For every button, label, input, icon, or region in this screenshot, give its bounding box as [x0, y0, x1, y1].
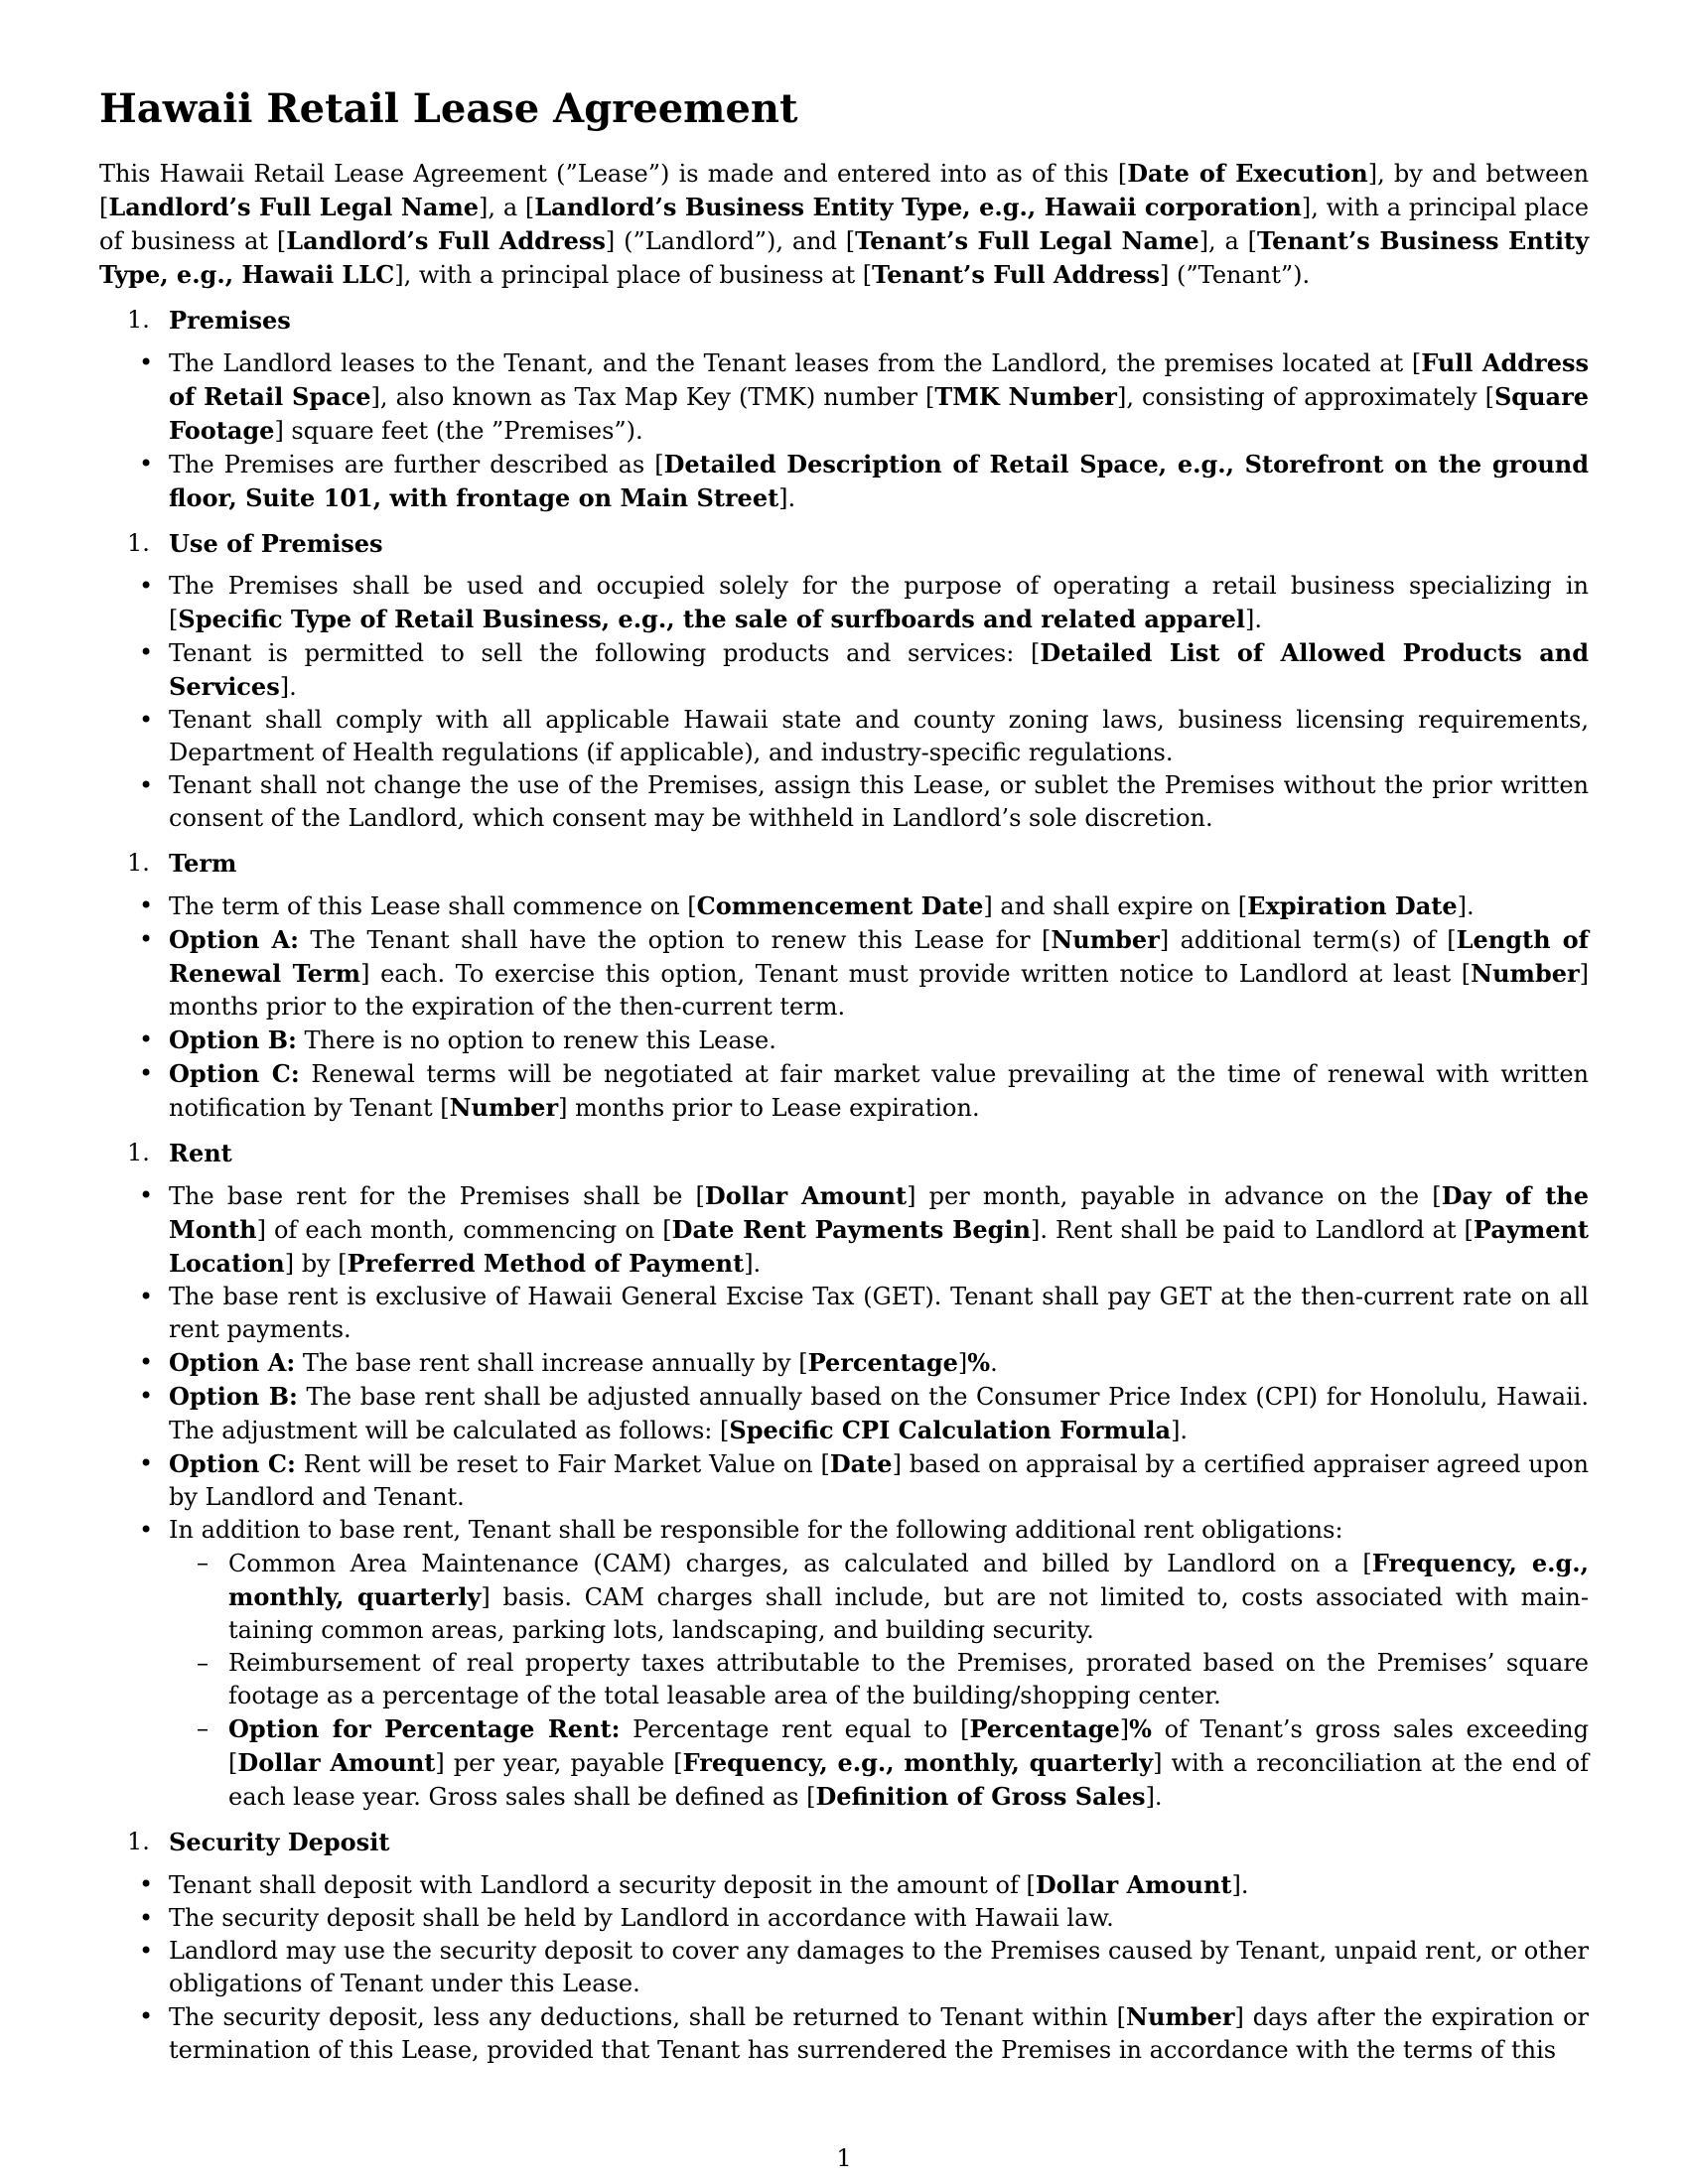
- text-run: The Premises are further described as [: [169, 451, 664, 478]
- placeholder-field: Option A:: [169, 925, 299, 954]
- text-run: Percentage rent equal to [: [620, 1715, 970, 1743]
- section-title: Rent: [169, 1139, 232, 1167]
- text-run: Tenant shall comply with all applicable Hawaii state and county zoning laws, business licensing requirements, Department of Health regulations (if applicable), and industry-specific regulations.: [169, 706, 1589, 766]
- placeholder-field: Commencement Date: [696, 891, 984, 920]
- placeholder-field: Detailed Description of Retail Space, e.g., Storefront on the ground floor, Suite 101, with frontage on Main Street: [169, 450, 1590, 512]
- list-item: [169, 1346, 1589, 1380]
- text-run: ]: [957, 1349, 968, 1377]
- text-run: ] days after the expiration or termination of this Lease, provided that Tenant has surrendered the Premises in accordance with the terms of this: [169, 2003, 1589, 2064]
- page-number: 1: [836, 2144, 852, 2172]
- placeholder-field: Dollar Amount: [1035, 1870, 1232, 1899]
- placeholder-field: Preferred Method of Payment: [347, 1249, 745, 1278]
- placeholder-field: Specific CPI Calculation Formula: [729, 1416, 1172, 1444]
- placeholder-field: Tenant’s Full Address: [872, 260, 1161, 289]
- placeholder-field: Frequency, e.g., monthly, quarterly: [228, 1549, 1589, 1611]
- text-run: ] square feet (the ”Premises”).: [274, 417, 643, 445]
- text-run: ].: [1457, 892, 1475, 920]
- text-run: ] per month, payable in advance on the [: [907, 1182, 1442, 1210]
- text-run: ].: [279, 673, 297, 701]
- text-run: This Hawaii Retail Lease Agreement (”Lease”) is made and entered into as of this [: [99, 160, 1128, 188]
- text-run: The base rent is exclusive of Hawaii General Excise Tax (GET). Tenant shall pay GET at the then-current rate on all rent payments.: [169, 1283, 1589, 1343]
- document-title: Hawaii Retail Lease Agreement: [99, 85, 798, 132]
- placeholder-field: TMK Number: [934, 382, 1117, 411]
- bullet-list: [99, 570, 1589, 835]
- placeholder-field: %: [967, 1348, 991, 1377]
- text-run: Tenant shall not change the use of the Premises, assign this Lease, or sublet the Premises without the prior written consent of the Landlord, which consent may be withheld in Landlord’s sole discretion.: [169, 771, 1589, 832]
- text-run: ], with a principal place of business at [: [99, 194, 1590, 255]
- placeholder-field: %: [1129, 1714, 1152, 1743]
- placeholder-field: Option C:: [169, 1449, 296, 1478]
- placeholder-field: Day of the Month: [169, 1181, 1590, 1244]
- list-item: [169, 1179, 1589, 1281]
- text-run: The base rent for the Premises shall be [: [169, 1182, 705, 1210]
- section-heading: [99, 304, 1589, 337]
- text-run: ] by [: [284, 1250, 348, 1278]
- text-run: The Premises shall be used and occupied solely for the purpose of operating a retail business specializing in [: [169, 572, 1589, 633]
- section-heading: [99, 847, 1589, 880]
- text-run: ], with a principal place of business at [: [394, 261, 873, 289]
- placeholder-field: Percentage: [807, 1348, 958, 1377]
- text-run: ] and shall expire on [: [983, 892, 1248, 920]
- placeholder-field: Option B:: [169, 1025, 297, 1054]
- section-title: Use of Premises: [169, 529, 383, 558]
- intro-paragraph: [99, 157, 1589, 292]
- list-item: [169, 1057, 1589, 1125]
- sections-container: [99, 304, 1589, 2067]
- section-heading: [99, 1826, 1589, 1858]
- text-run: Common Area Maintenance (CAM) charges, as calculated and billed by Landlord on a [: [228, 1550, 1372, 1577]
- text-run: ].: [1231, 1871, 1249, 1899]
- placeholder-field: Tenant’s Business Entity Type, e.g., Hawaii LLC: [99, 226, 1590, 289]
- placeholder-field: Landlord’s Full Legal Name: [108, 193, 480, 221]
- list-item: [169, 636, 1589, 704]
- placeholder-field: Landlord’s Business Entity Type, e.g., Hawaii corporation: [534, 193, 1302, 221]
- text-run: ], also known as Tax Map Key (TMK) number [: [370, 383, 935, 411]
- placeholder-field: Date: [829, 1449, 893, 1478]
- placeholder-field: Number: [1471, 959, 1580, 988]
- text-run: ], consisting of approximately [: [1116, 383, 1494, 411]
- placeholder-field: Option A:: [169, 1348, 296, 1377]
- bullet-list: [99, 889, 1589, 1125]
- list-item: [169, 1380, 1589, 1447]
- text-run: ], a [: [1198, 227, 1258, 255]
- list-item: [169, 1514, 1589, 1814]
- section-number: 1.: [127, 529, 150, 557]
- text-run: The base rent shall be adjusted annually based on the Consumer Price Index (CPI) for Honolulu, Hawaii. The adjustment will be calculated as follows: [: [169, 1383, 1589, 1444]
- text-run: Tenant shall deposit with Landlord a security deposit in the amount of [: [169, 1871, 1036, 1899]
- text-run: ], by and between [: [99, 160, 1590, 221]
- list-item: [169, 1935, 1589, 2000]
- text-run: The security deposit shall be held by Landlord in accordance with Hawaii law.: [169, 1904, 1114, 1932]
- text-run: Reimbursement of real property taxes attributable to the Premises, prorated based on the Premises’ square footage as a percentage of the total leasable area of the building/shopping center.: [228, 1649, 1589, 1709]
- text-run: of Tenant’s gross sales exceeding [: [228, 1715, 1589, 1777]
- section-title: Security Deposit: [169, 1828, 390, 1856]
- placeholder-field: Detailed List of Allowed Products and Services: [169, 638, 1589, 701]
- placeholder-field: Option B:: [169, 1382, 298, 1411]
- section-rent: [99, 1137, 1589, 1814]
- placeholder-field: Full Address of Retail Space: [169, 348, 1589, 411]
- section-number: 1.: [127, 1828, 150, 1855]
- section-premises: [99, 304, 1589, 515]
- text-run: Rent will be reset to Fair Market Value on [: [295, 1450, 830, 1478]
- placeholder-field: Number: [449, 1093, 559, 1122]
- text-run: ] of each month, commencing on [: [256, 1216, 672, 1244]
- section-use-of-premises: [99, 527, 1589, 835]
- text-run: Renewal terms will be negotiated at fair market value prevailing at the time of renewal with written notification by Tenant [: [169, 1060, 1590, 1122]
- text-run: The Tenant shall have the option to renew this Lease for [: [298, 926, 1052, 954]
- text-run: Tenant is permitted to sell the following products and services: [: [169, 639, 1041, 667]
- list-item: [169, 769, 1589, 835]
- section-number: 1.: [127, 306, 150, 334]
- section-heading: [99, 527, 1589, 560]
- text-run: ] per year, payable [: [435, 1749, 683, 1777]
- list-item: [169, 1447, 1589, 1514]
- text-run: ] with a reconciliation at the end of each lease year. Gross sales shall be defined as [: [228, 1749, 1589, 1811]
- section-term: [99, 847, 1589, 1125]
- text-run: ]: [1119, 1715, 1130, 1743]
- sub-list-item: [228, 1712, 1589, 1814]
- text-run: ] (”Landlord”), and [: [605, 227, 856, 255]
- text-run: ] based on appraisal by a certified appraiser agreed upon by Landlord and Tenant.: [169, 1450, 1589, 1511]
- document-page: [99, 87, 1589, 2079]
- placeholder-field: Number: [1126, 2002, 1235, 2031]
- text-run: Landlord may use the security deposit to cover any damages to the Premises caused by Tenant, unpaid rent, or other obligations of Tenant under this Lease.: [169, 1937, 1589, 1997]
- text-run: ].: [744, 1250, 762, 1278]
- text-run: ] basis. CAM charges shall include, but are not limited to, costs associated with maintaining common areas, parking lots, landscaping, and building security.: [228, 1583, 1589, 1644]
- bullet-list: [99, 1868, 1589, 2067]
- text-run: ] each. To exercise this option, Tenant must provide written notice to Landlord at least [: [360, 960, 1472, 988]
- section-title: Term: [169, 849, 237, 878]
- sub-list-item: [228, 1647, 1589, 1712]
- text-run: The base rent shall increase annually by [: [295, 1349, 808, 1377]
- list-item: [169, 346, 1589, 448]
- placeholder-field: Option C:: [169, 1059, 300, 1088]
- sub-list-item: [228, 1547, 1589, 1647]
- list-item: [169, 1902, 1589, 1935]
- placeholder-field: Square Footage: [169, 382, 1589, 445]
- placeholder-field: Tenant’s Full Legal Name: [855, 226, 1199, 255]
- sub-list: [169, 1547, 1589, 1814]
- section-number: 1.: [127, 1139, 150, 1166]
- text-run: ] additional term(s) of [: [1159, 926, 1457, 954]
- list-item: [169, 1281, 1589, 1346]
- placeholder-field: Payment Location: [169, 1215, 1590, 1278]
- placeholder-field: Frequency, e.g., monthly, quarterly: [682, 1748, 1154, 1777]
- bullet-list: [99, 1179, 1589, 1814]
- placeholder-field: Option for Percentage Rent:: [228, 1714, 621, 1743]
- list-item: [169, 570, 1589, 636]
- text-run: The security deposit, less any deductions, shall be returned to Tenant within [: [169, 2003, 1127, 2031]
- text-run: ], a [: [479, 194, 535, 221]
- text-run: There is no option to renew this Lease.: [296, 1026, 776, 1054]
- list-item: [169, 889, 1589, 923]
- text-run: ].: [778, 484, 796, 512]
- list-item: [169, 1868, 1589, 1902]
- section-title: Premises: [169, 306, 291, 335]
- text-run: ].: [1245, 606, 1263, 633]
- section-security-deposit: [99, 1826, 1589, 2067]
- section-number: 1.: [127, 849, 150, 877]
- text-run: .: [990, 1349, 998, 1377]
- section-heading: [99, 1137, 1589, 1169]
- text-run: The Landlord leases to the Tenant, and the Tenant leases from the Landlord, the premises located at [: [169, 349, 1422, 377]
- placeholder-field: Length of Renewal Term: [169, 925, 1589, 988]
- placeholder-field: Specific Type of Retail Business, e.g., the sale of surfboards and related apparel: [178, 605, 1246, 633]
- text-run: The term of this Lease shall commence on [: [169, 892, 697, 920]
- placeholder-field: Expiration Date: [1247, 891, 1458, 920]
- placeholder-field: Dollar Amount: [704, 1181, 908, 1210]
- text-run: ] months prior to the expiration of the then-current term.: [169, 960, 1590, 1021]
- list-item: [169, 2000, 1589, 2067]
- list-item: [169, 1024, 1589, 1057]
- text-run: ].: [1145, 1783, 1163, 1811]
- placeholder-field: Date of Execution: [1127, 159, 1368, 188]
- list-item: [169, 704, 1589, 769]
- placeholder-field: Dollar Amount: [237, 1748, 436, 1777]
- text-run: ] (”Tenant”).: [1160, 261, 1311, 289]
- placeholder-field: Definition of Gross Sales: [815, 1782, 1146, 1811]
- text-run: In addition to base rent, Tenant shall be responsible for the following additional rent obligations:: [169, 1516, 1343, 1544]
- placeholder-field: Number: [1051, 925, 1160, 954]
- text-run: ]. Rent shall be paid to Landlord at [: [1030, 1216, 1474, 1244]
- list-item: [169, 448, 1589, 515]
- text-run: ].: [1171, 1417, 1189, 1444]
- text-run: ] months prior to Lease expiration.: [558, 1094, 980, 1122]
- placeholder-field: Date Rent Payments Begin: [671, 1215, 1031, 1244]
- placeholder-field: Percentage: [969, 1714, 1120, 1743]
- placeholder-field: Landlord’s Full Address: [286, 226, 606, 255]
- list-item: [169, 923, 1589, 1024]
- bullet-list: [99, 346, 1589, 515]
